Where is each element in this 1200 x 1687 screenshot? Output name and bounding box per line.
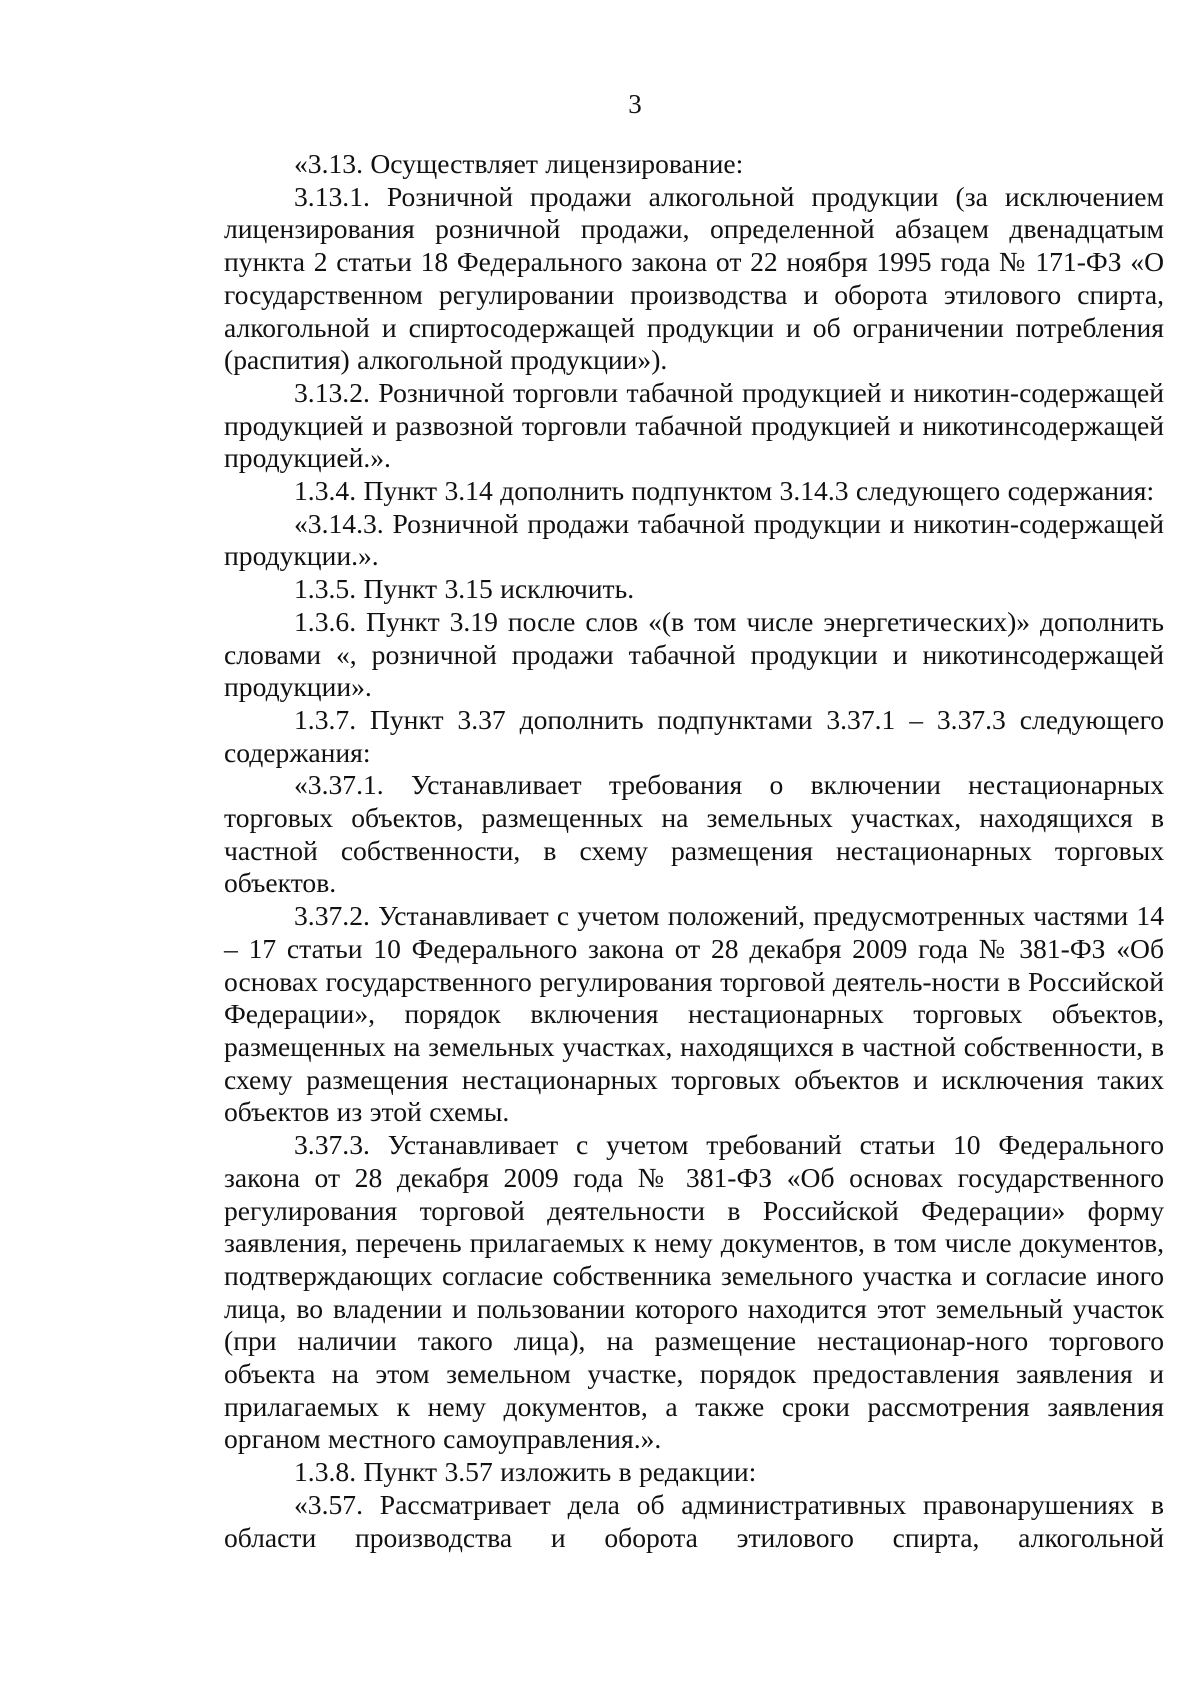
- paragraph-1-3-4: 1.3.4. Пункт 3.14 дополнить подпунктом 3.14.3 следующего содержания:: [294, 475, 1155, 507]
- paragraph-3-13: «3.13. Осуществляет лицензирование:: [294, 148, 744, 179]
- paragraph-3-57: «3.57. Рассматривает дела об административных правонарушениях в области производства и оборота этилового спирта, алкогольной: [224, 1488, 1164, 1553]
- paragraph-1-3-7: 1.3.7. Пункт 3.37 дополнить подпунктами 3.37.1 – 3.37.3 следующего содержания:: [224, 703, 1164, 768]
- paragraph-3-13-2: 3.13.2. Розничной торговли табачной продукцией и никотин-содержащей продукцией и развозной торговли табачной продукцией и никотинсодержащей продукцией.».: [224, 376, 1164, 474]
- paragraph-3-37-2: 3.37.2. Устанавливает с учетом положений, предусмотренных частями 14 – 17 статьи 10 Федерального закона от 28 декабря 2009 года № 381-ФЗ «Об основах государственного регулирования торговой деятель-ности в Российской Федерации», порядок включения нестационарных торговых объектов, размещенных на земельных участках, находящихся в частной собственности, в схему размещения нестационарных торговых объектов и исключения таких объектов из этой схемы.: [224, 900, 1164, 1128]
- document-body: [224, 148, 1164, 1554]
- paragraph-3-13-1: 3.13.1. Розничной продажи алкогольной продукции (за исключением лицензирования розничной продажи, определенной абзацем двенадцатым пункта 2 статьи 18 Федерального закона от 22 ноября 1995 года № 171-ФЗ «О государственном регулировании производства и оборота этилового спирта, алкогольной и спиртосодержащей продукции и об ограничении потребления (распития) алкогольной продукции»).: [224, 180, 1164, 376]
- page-number: 3: [628, 89, 642, 119]
- paragraph-1-3-6: 1.3.6. Пункт 3.19 после слов «(в том числе энергетических)» дополнить словами «, розничной продажи табачной продукции и никотинсодержащей продукции».: [224, 605, 1164, 703]
- paragraph-3-14-3: «3.14.3. Розничной продажи табачной продукции и никотин-содержащей продукции.».: [224, 507, 1164, 572]
- paragraph-1-3-5: 1.3.5. Пункт 3.15 исключить.: [294, 573, 635, 605]
- paragraph-1-3-8: 1.3.8. Пункт 3.57 изложить в редакции:: [294, 1456, 757, 1488]
- paragraph-3-37-1: «3.37.1. Устанавливает требования о включении нестационарных торговых объектов, размещенных на земельных участках, находящихся в частной собственности, в схему размещения нестационарных торговых объектов.: [224, 769, 1164, 899]
- paragraph-3-37-3: 3.37.3. Устанавливает с учетом требований статьи 10 Федерального закона от 28 декабря 2009 года № 381-ФЗ «Об основах государственного регулирования торговой деятельности в Российской Федерации» форму заявления, перечень прилагаемых к нему документов, в том числе документов, подтверждающих согласие собственника земельного участка и согласие иного лица, во владении и пользовании которого находится этот земельный участок (при наличии такого лица), на размещение нестационар-ного торгового объекта на этом земельном участке, порядок предоставления заявления и прилагаемых к нему документов, а также сроки рассмотрения заявления органом местного самоуправления.».: [224, 1129, 1164, 1455]
